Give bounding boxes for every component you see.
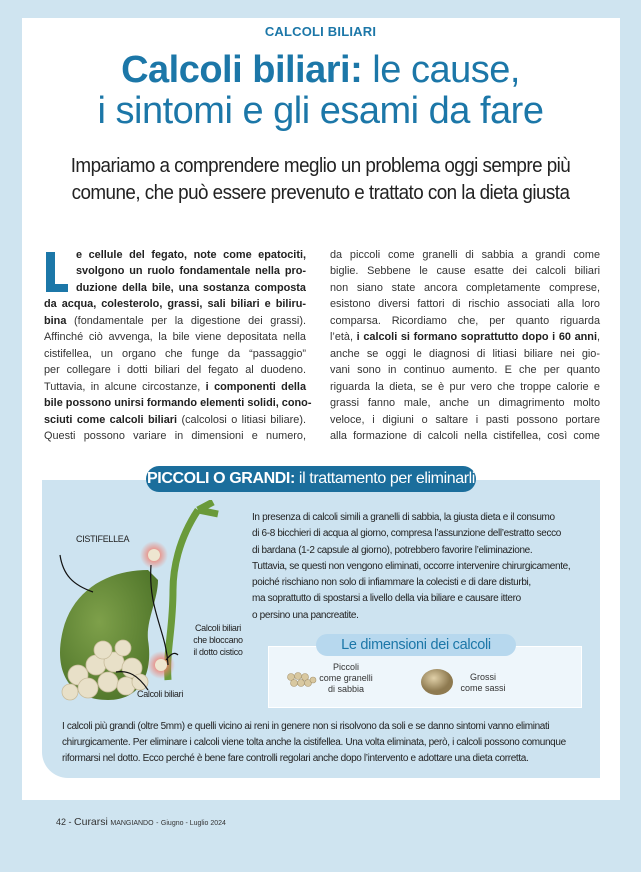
article-column-right: [330, 247, 600, 444]
bold-text: i componenti della: [205, 380, 306, 393]
text-line: [330, 296, 600, 312]
text-line: I calcoli più grandi (oltre 5mm) e quelli vicino ai reni in genere non si risolvono da soli e se danno sintomi vanno eliminati: [62, 721, 550, 732]
label-line: come sassi: [460, 683, 506, 693]
small-stones-label: [318, 662, 374, 695]
text-line: In presenza di calcoli simili a granelli di sabbia, la giusta dieta e il consumo: [252, 512, 555, 523]
bold-text: e cellule del fegato, note come epatociti,: [76, 249, 306, 261]
text: riguarda la dieta, se è pur vero che troppe calorie e: [330, 380, 600, 393]
label-line: Calcoli biliari: [194, 623, 241, 633]
magazine-suffix: MANGIANDO: [110, 820, 154, 827]
bold-text: bina: [44, 314, 67, 327]
text: non siano state ancora completamente comprese,: [330, 281, 600, 294]
small-stones-icon: [286, 672, 318, 688]
bold-text: da acqua, colesterolo, grassi, sali biliari e biliru-: [44, 298, 306, 311]
title-rest: le cause,: [362, 49, 520, 91]
text-line: [44, 280, 306, 296]
text-line: riformarsi nel dotto. Ecco perché è bene fare controlli regolari anche dopo l’intervento e adottare una dieta corretta.: [62, 753, 529, 764]
text-line: [44, 263, 306, 279]
bold-text: i calcoli si formano soprattutto dopo i 60 anni: [356, 331, 597, 344]
text-line: [44, 379, 306, 395]
article-column-left: [44, 247, 312, 444]
label-cistifellea: CISTIFELLEA: [76, 534, 130, 544]
info-box-note: [62, 719, 602, 767]
label-line: il dotto cistico: [193, 647, 243, 657]
text-line: di 6-8 bicchieri di acqua al giorno, compresa l’assunzione dell’estratto secco: [252, 528, 561, 540]
text: cistifellea, un organo che funge da “passaggio”: [44, 347, 306, 360]
text-line: [330, 329, 600, 345]
text: alla formazione di calcoli nella cistifellea, così come: [330, 429, 600, 442]
text-line: [330, 313, 600, 329]
bold-text: sciuti come calcoli biliari: [44, 413, 178, 426]
text-line: [44, 395, 312, 411]
text-line: poiché rischiano non solo di infiammare la colecisti e di dare disturbi,: [252, 577, 531, 589]
text: (calcolosi o litiasi biliare).: [177, 413, 306, 426]
subtitle: [26, 152, 616, 206]
page-number: 42: [56, 817, 67, 827]
bold-text: bile possono unirsi formando elementi solidi, cono-: [44, 397, 312, 410]
text-line: [44, 313, 306, 329]
large-stone-icon: [420, 668, 454, 696]
text: vani sono in continuo aumento. E che per quanto: [330, 364, 600, 377]
info-box-text: [252, 510, 582, 624]
text-line: [44, 329, 306, 345]
label-line: come granelli: [319, 673, 373, 683]
text: grassi fanno male, anche un dimagrimento molto: [330, 397, 600, 410]
subtitle-line: comune, che può essere prevenuto e trattato con la dieta giusta: [71, 181, 570, 204]
text-line: [44, 428, 306, 444]
section-kicker: CALCOLI BILIARI: [264, 24, 377, 39]
text-line: [330, 412, 600, 428]
text-line: [330, 428, 600, 444]
text: esistono diversi fattori di rischio associati alla loro: [330, 298, 600, 311]
text-line: [44, 412, 306, 428]
text: ,: [596, 331, 601, 344]
label-stones: Calcoli biliari: [137, 689, 184, 699]
text: Questi possono variare in dimensioni e numero,: [44, 429, 306, 442]
text-line: chirurgicamente. Per eliminare i calcoli viene tolta anche la cistifellea. Una volta eliminata, però, i calcoli possono comunque: [62, 737, 566, 748]
text: Tuttavia, in alcune circostanze,: [44, 380, 206, 393]
info-box-title-rest: il trattamento per eliminarli: [294, 470, 475, 487]
text: (fondamentale per la digestione dei grassi).: [66, 314, 306, 327]
label-line: Grossi: [469, 672, 496, 682]
text: anche se oggi le diagnosi di litiasi biliare nei gio-: [330, 347, 600, 360]
bold-text: svolgono un ruolo fondamentale nella pro-: [76, 265, 306, 278]
label-line: che bloccano: [193, 635, 243, 645]
page-title: [0, 50, 641, 132]
text-line: [330, 263, 600, 279]
dimensions-title: Le dimensioni dei calcoli: [316, 634, 516, 656]
magazine-name: Curarsi: [74, 816, 108, 828]
label-line: di sabbia: [327, 684, 365, 694]
title-bold: Calcoli biliari:: [121, 49, 363, 91]
text: comparsa. Ricordiamo che, per quanto riguarda: [330, 314, 600, 327]
text-line: [44, 346, 306, 362]
text: biglie. Sebbene le cause esatte dei calcoli biliari: [330, 265, 600, 278]
text-line: [330, 346, 600, 362]
text-line: Tuttavia, se questi non vengono eliminati, occorre intervenire chirurgicamente,: [252, 560, 571, 572]
text: Affinché ciò avvenga, la bile viene depositata nella: [44, 331, 306, 344]
text: da piccoli come granelli di sabbia a grandi come: [330, 249, 600, 261]
text-line: [330, 395, 600, 411]
info-box-title-bold: PICCOLI O GRANDI:: [147, 470, 295, 487]
info-box-title: [146, 466, 476, 492]
label-line: Piccoli: [332, 662, 359, 672]
text-line: [44, 362, 306, 378]
text-line: di bardana (1-2 capsule al giorno), potrebbero favorire l’eliminazione.: [252, 544, 533, 556]
title-line2: i sintomi e gli esami da fare: [97, 90, 544, 132]
text: veloce, i digiuni o saltare i pasti possono portare: [330, 413, 600, 426]
text: l’età,: [330, 331, 357, 344]
text-line: [330, 362, 600, 378]
text-line: ma soprattutto di spostarsi a livello della via biliare e causare ittero: [252, 593, 521, 605]
text-line: [330, 379, 600, 395]
page-footer: 42 - Curarsi MANGIANDO - Giugno - Luglio 2024: [56, 816, 226, 828]
bold-text: duzione della bile, una sostanza composta: [76, 281, 306, 294]
text-line: [330, 280, 600, 296]
text-line: [44, 247, 306, 263]
text-line: [44, 296, 306, 312]
label-blocking-stones: [186, 622, 250, 658]
text-line: o persino una pancreatite.: [252, 609, 359, 621]
text: per collegare i dotti biliari del fegato al duodeno.: [44, 364, 306, 377]
issue-date: Giugno - Luglio 2024: [160, 820, 226, 827]
text-line: [330, 247, 600, 263]
gallbladder-illustration: [48, 500, 248, 710]
large-stone-label: [458, 672, 508, 694]
subtitle-line: Impariamo a comprendere meglio un problema oggi sempre più: [70, 154, 571, 177]
